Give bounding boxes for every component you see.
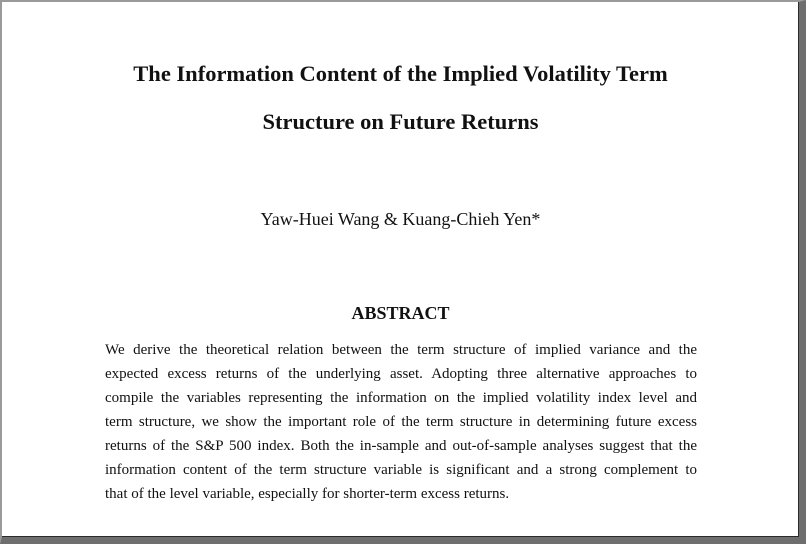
abstract-body: [105, 338, 697, 506]
paper-page: [2, 2, 799, 537]
abstract-line-1: We derive the theoretical relation between the term structure of implied variance and the: [105, 342, 697, 358]
abstract-line-2: expected excess returns of the underlying asset. Adopting three alternative approaches to: [105, 366, 697, 382]
abstract-heading: ABSTRACT: [351, 303, 450, 323]
abstract-line-6: information content of the term structure variable is significant and a strong complement to: [105, 462, 697, 478]
abstract-line-7: that of the level variable, especially for shorter-term excess returns.: [105, 486, 510, 502]
paper-title-line-1: The Information Content of the Implied Volatility Term: [133, 61, 668, 86]
abstract-line-3: compile the variables representing the information on the implied volatility index level and: [105, 390, 697, 406]
paper-title-line-2: Structure on Future Returns: [262, 109, 539, 134]
paper-authors: Yaw-Huei Wang & Kuang-Chieh Yen*: [260, 209, 541, 229]
abstract-line-5: returns of the S&P 500 index. Both the in-sample and out-of-sample analyses suggest that the: [105, 438, 697, 454]
abstract-line-4: term structure, we show the important role of the term structure in determining future excess: [105, 414, 697, 430]
paper-title: [2, 50, 799, 146]
